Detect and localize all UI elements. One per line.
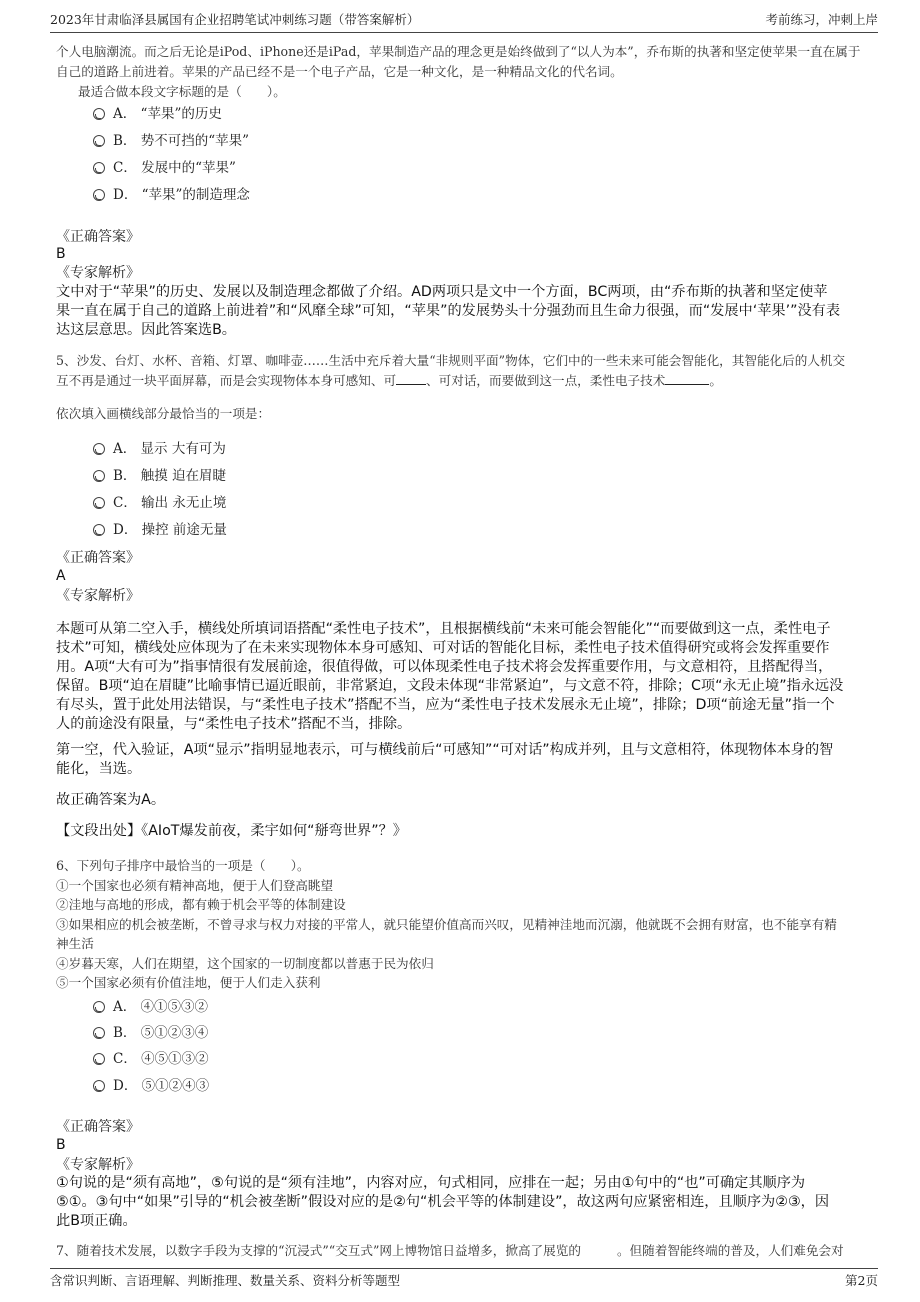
q4-option-d[interactable] (93, 185, 250, 205)
radio-icon[interactable] (93, 1080, 105, 1092)
q4-analysis (56, 283, 864, 340)
q5-option-b[interactable] (93, 466, 226, 486)
header-slogan: 考前练习，冲刺上岸 (765, 12, 878, 27)
option-letter: D． (113, 1078, 138, 1094)
q6-answer: B (56, 1137, 66, 1153)
analysis-line: ⑤①。③句中“如果”引导的“机会被垄断”假设对应的是②句“机会平等的体制建设”，故这两句应紧密相连，且顺序为②③，因 (56, 1194, 830, 1210)
page-header (50, 10, 878, 33)
radio-icon[interactable] (93, 135, 105, 147)
option-text: ④①⑤③② (140, 999, 209, 1015)
analysis-line: 人的前途没有限量，与“柔性电子技术”搭配不当，排除。 (56, 716, 412, 732)
q6-sentence-4: ④岁暮天寒，人们在期望，这个国家的一切制度都以普惠于民为依归 (56, 956, 434, 971)
radio-icon[interactable] (93, 443, 105, 455)
q6-option-a[interactable] (93, 997, 208, 1017)
q4-answer-label: 《正确答案》 (56, 229, 140, 245)
q5-stem-line-2 (56, 371, 722, 390)
q7-stem (56, 1241, 844, 1260)
radio-icon[interactable] (93, 470, 105, 482)
option-text: ⑤①②③④ (140, 1025, 209, 1041)
option-letter: B． (113, 468, 137, 484)
analysis-line: 达这层意思。因此答案选B。 (56, 322, 236, 338)
radio-icon[interactable] (93, 1027, 105, 1039)
option-letter: A． (113, 106, 137, 122)
radio-icon[interactable] (93, 108, 105, 120)
q6-option-c[interactable] (93, 1049, 209, 1069)
analysis-line: 技术”可知，横线处应体现为了在未来实现物体本身可感知、可对话的智能化目标，柔性电子技术值得研究或将会发挥重要作 (56, 640, 830, 656)
q4-option-b[interactable] (93, 131, 249, 151)
radio-icon[interactable] (93, 1001, 105, 1013)
q5-option-c[interactable] (93, 493, 226, 513)
q4-answer: B (56, 246, 66, 262)
analysis-line: 保留。B项“迫在眉睫”比喻事情已逼近眼前，非常紧迫，文段未体现“非常紧迫”，与文意不符，排除；C项“永无止境”指永远没 (56, 678, 844, 694)
option-text: 发展中的“苹果” (141, 160, 236, 176)
stem-text: 。但随着智能终端的普及，人们难免会对 (616, 1243, 844, 1258)
q4-passage-line-2: 自己的道路上前进着。苹果的产品已经不是一个电子产品，它是一种文化，是一种精品文化的代名词。 (56, 64, 623, 79)
analysis-line: 能化，当选。 (56, 761, 142, 777)
analysis-line: 第一空，代入验证，A项“显示”指明显地表示，可与横线前后“可感知”“可对话”构成并列，且与文意相符，体现物体本身的智 (56, 742, 834, 758)
radio-icon[interactable] (93, 1053, 105, 1065)
option-letter: C． (113, 495, 137, 511)
page-number: 第2页 (845, 1273, 878, 1288)
q4-passage-line-1: 个人电脑潮流。而之后无论是iPod、iPhone还是iPad，苹果制造产品的理念更是始终做到了“以人为本”，乔布斯的执著和坚定使苹果一直在属于 (56, 44, 861, 59)
option-text: “苹果”的制造理念 (141, 187, 250, 203)
q5-option-a[interactable] (93, 439, 226, 459)
option-letter: C． (113, 1051, 137, 1067)
radio-icon[interactable] (93, 524, 105, 536)
radio-icon[interactable] (93, 189, 105, 201)
analysis-line: 此B项正确。 (56, 1213, 137, 1229)
footer-note: 含常识判断、言语理解、判断推理、数量关系、资料分析等题型 (50, 1273, 401, 1288)
stem-text: 互不再是通过一块平面屏幕，而是会实现物体本身可感知、可 (56, 373, 397, 388)
stem-text: 、可对话，而要做到这一点，柔性电子技术 (426, 373, 666, 388)
option-text: ⑤①②④③ (141, 1078, 210, 1094)
q4-question: 最适合做本段文字标题的是（ ）。 (78, 84, 286, 99)
q6-sentence-5: ⑤一个国家必须有价值洼地，便于人们走入获利 (56, 975, 321, 990)
q5-conclusion: 故正确答案为A。 (56, 792, 166, 808)
q6-analysis-label: 《专家解析》 (56, 1157, 140, 1173)
option-letter: D． (113, 187, 138, 203)
analysis-line: 果一直在属于自己的道路上前进着”和“风靡全球”可知，“苹果”的发展势头十分强劲而且生命力很强，而“发展中‘苹果’”没有表 (56, 303, 841, 319)
q6-answer-label: 《正确答案》 (56, 1119, 140, 1135)
option-letter: B． (113, 133, 137, 149)
option-letter: D． (113, 522, 138, 538)
header-title: 2023年甘肃临泽县属国有企业招聘笔试冲刺练习题（带答案解析） (50, 12, 420, 27)
q6-sentence-3-cont: 神生活 (56, 936, 94, 951)
q5-analysis-label: 《专家解析》 (56, 588, 140, 604)
option-text: 输出 永无止境 (141, 495, 227, 511)
option-letter: A． (113, 999, 137, 1015)
q5-option-d[interactable] (93, 520, 227, 540)
q5-answer-label: 《正确答案》 (56, 550, 140, 566)
analysis-line: 文中对于“苹果”的历史、发展以及制造理念都做了介绍。AD两项只是文中一个方面，BC两项，由“乔布斯的执著和坚定使苹 (56, 284, 828, 300)
analysis-line: ①句说的是“须有高地”，⑤句说的是“须有洼地”，内容对应，句式相同，应排在一起；另由①句中的“也”可确定其顺序为 (56, 1175, 806, 1191)
option-letter: C． (113, 160, 137, 176)
option-text: 操控 前途无量 (141, 522, 227, 538)
fill-blank-2 (665, 372, 709, 385)
option-text: ④⑤①③② (141, 1051, 209, 1067)
q5-analysis-paragraph-2 (56, 741, 864, 779)
q5-stem-line-1: 5、沙发、台灯、水杯、音箱、灯罩、咖啡壶……生活中充斥着大量“非规则平面”物体，它们中的一些未来可能会智能化，其智能化后的人机交 (56, 353, 846, 368)
q6-analysis (56, 1174, 864, 1231)
q5-analysis-paragraph-1 (56, 620, 864, 734)
option-letter: A． (113, 441, 137, 457)
q6-sentence-2: ②洼地与高地的形成，都有赖于机会平等的体制建设 (56, 897, 346, 912)
fill-blank-1 (396, 372, 426, 385)
option-text: 势不可挡的“苹果” (140, 133, 250, 149)
option-letter: B． (113, 1025, 137, 1041)
analysis-line: 本题可从第二空入手，横线处所填词语搭配“柔性电子技术”，且根据横线前“未来可能会智能化”“而要做到这一点，柔性电子 (56, 621, 831, 637)
option-text: 显示 大有可为 (140, 441, 226, 457)
option-text: 触摸 迫在眉睫 (140, 468, 227, 484)
page-footer (50, 1268, 878, 1291)
q5-source: 【文段出处】《AIoT爆发前夜，柔宇如何“掰弯世界”？》 (56, 823, 407, 839)
radio-icon[interactable] (93, 162, 105, 174)
stem-text: 7、随着技术发展，以数字手段为支撑的“沉浸式”“交互式”网上博物馆日益增多，掀高了展览的 (56, 1243, 581, 1258)
analysis-line: 有尽头，置于此处用法错误，与“柔性电子技术”搭配不当，应为“柔性电子技术发展永无止境”，排除；D项“前途无量”指一个 (56, 697, 835, 713)
q4-option-c[interactable] (93, 158, 236, 178)
q6-sentence-3: ③如果相应的机会被垄断，不曾寻求与权力对接的平常人，就只能望价值高而兴叹，见精神洼地而沉溺，他就既不会拥有财富，也不能享有精 (56, 917, 837, 932)
q6-sentence-1: ①一个国家也必须有精神高地，便于人们登高眺望 (56, 878, 334, 893)
q4-analysis-label: 《专家解析》 (56, 265, 140, 281)
radio-icon[interactable] (93, 497, 105, 509)
q4-option-a[interactable] (93, 104, 222, 124)
option-text: “苹果”的历史 (140, 106, 222, 122)
q6-option-b[interactable] (93, 1023, 208, 1043)
q5-answer: A (56, 568, 66, 584)
q6-stem: 6、下列句子排序中最恰当的一项是（ ）。 (56, 858, 310, 873)
q6-option-d[interactable] (93, 1076, 209, 1096)
stem-text: 。 (709, 373, 722, 388)
q5-question: 依次填入画横线部分最恰当的一项是： (56, 406, 271, 421)
analysis-line: 用。A项“大有可为”指事情很有发展前途，很值得做，可以体现柔性电子技术将会发挥重要作用，与文意相符，且搭配得当， (56, 659, 833, 675)
